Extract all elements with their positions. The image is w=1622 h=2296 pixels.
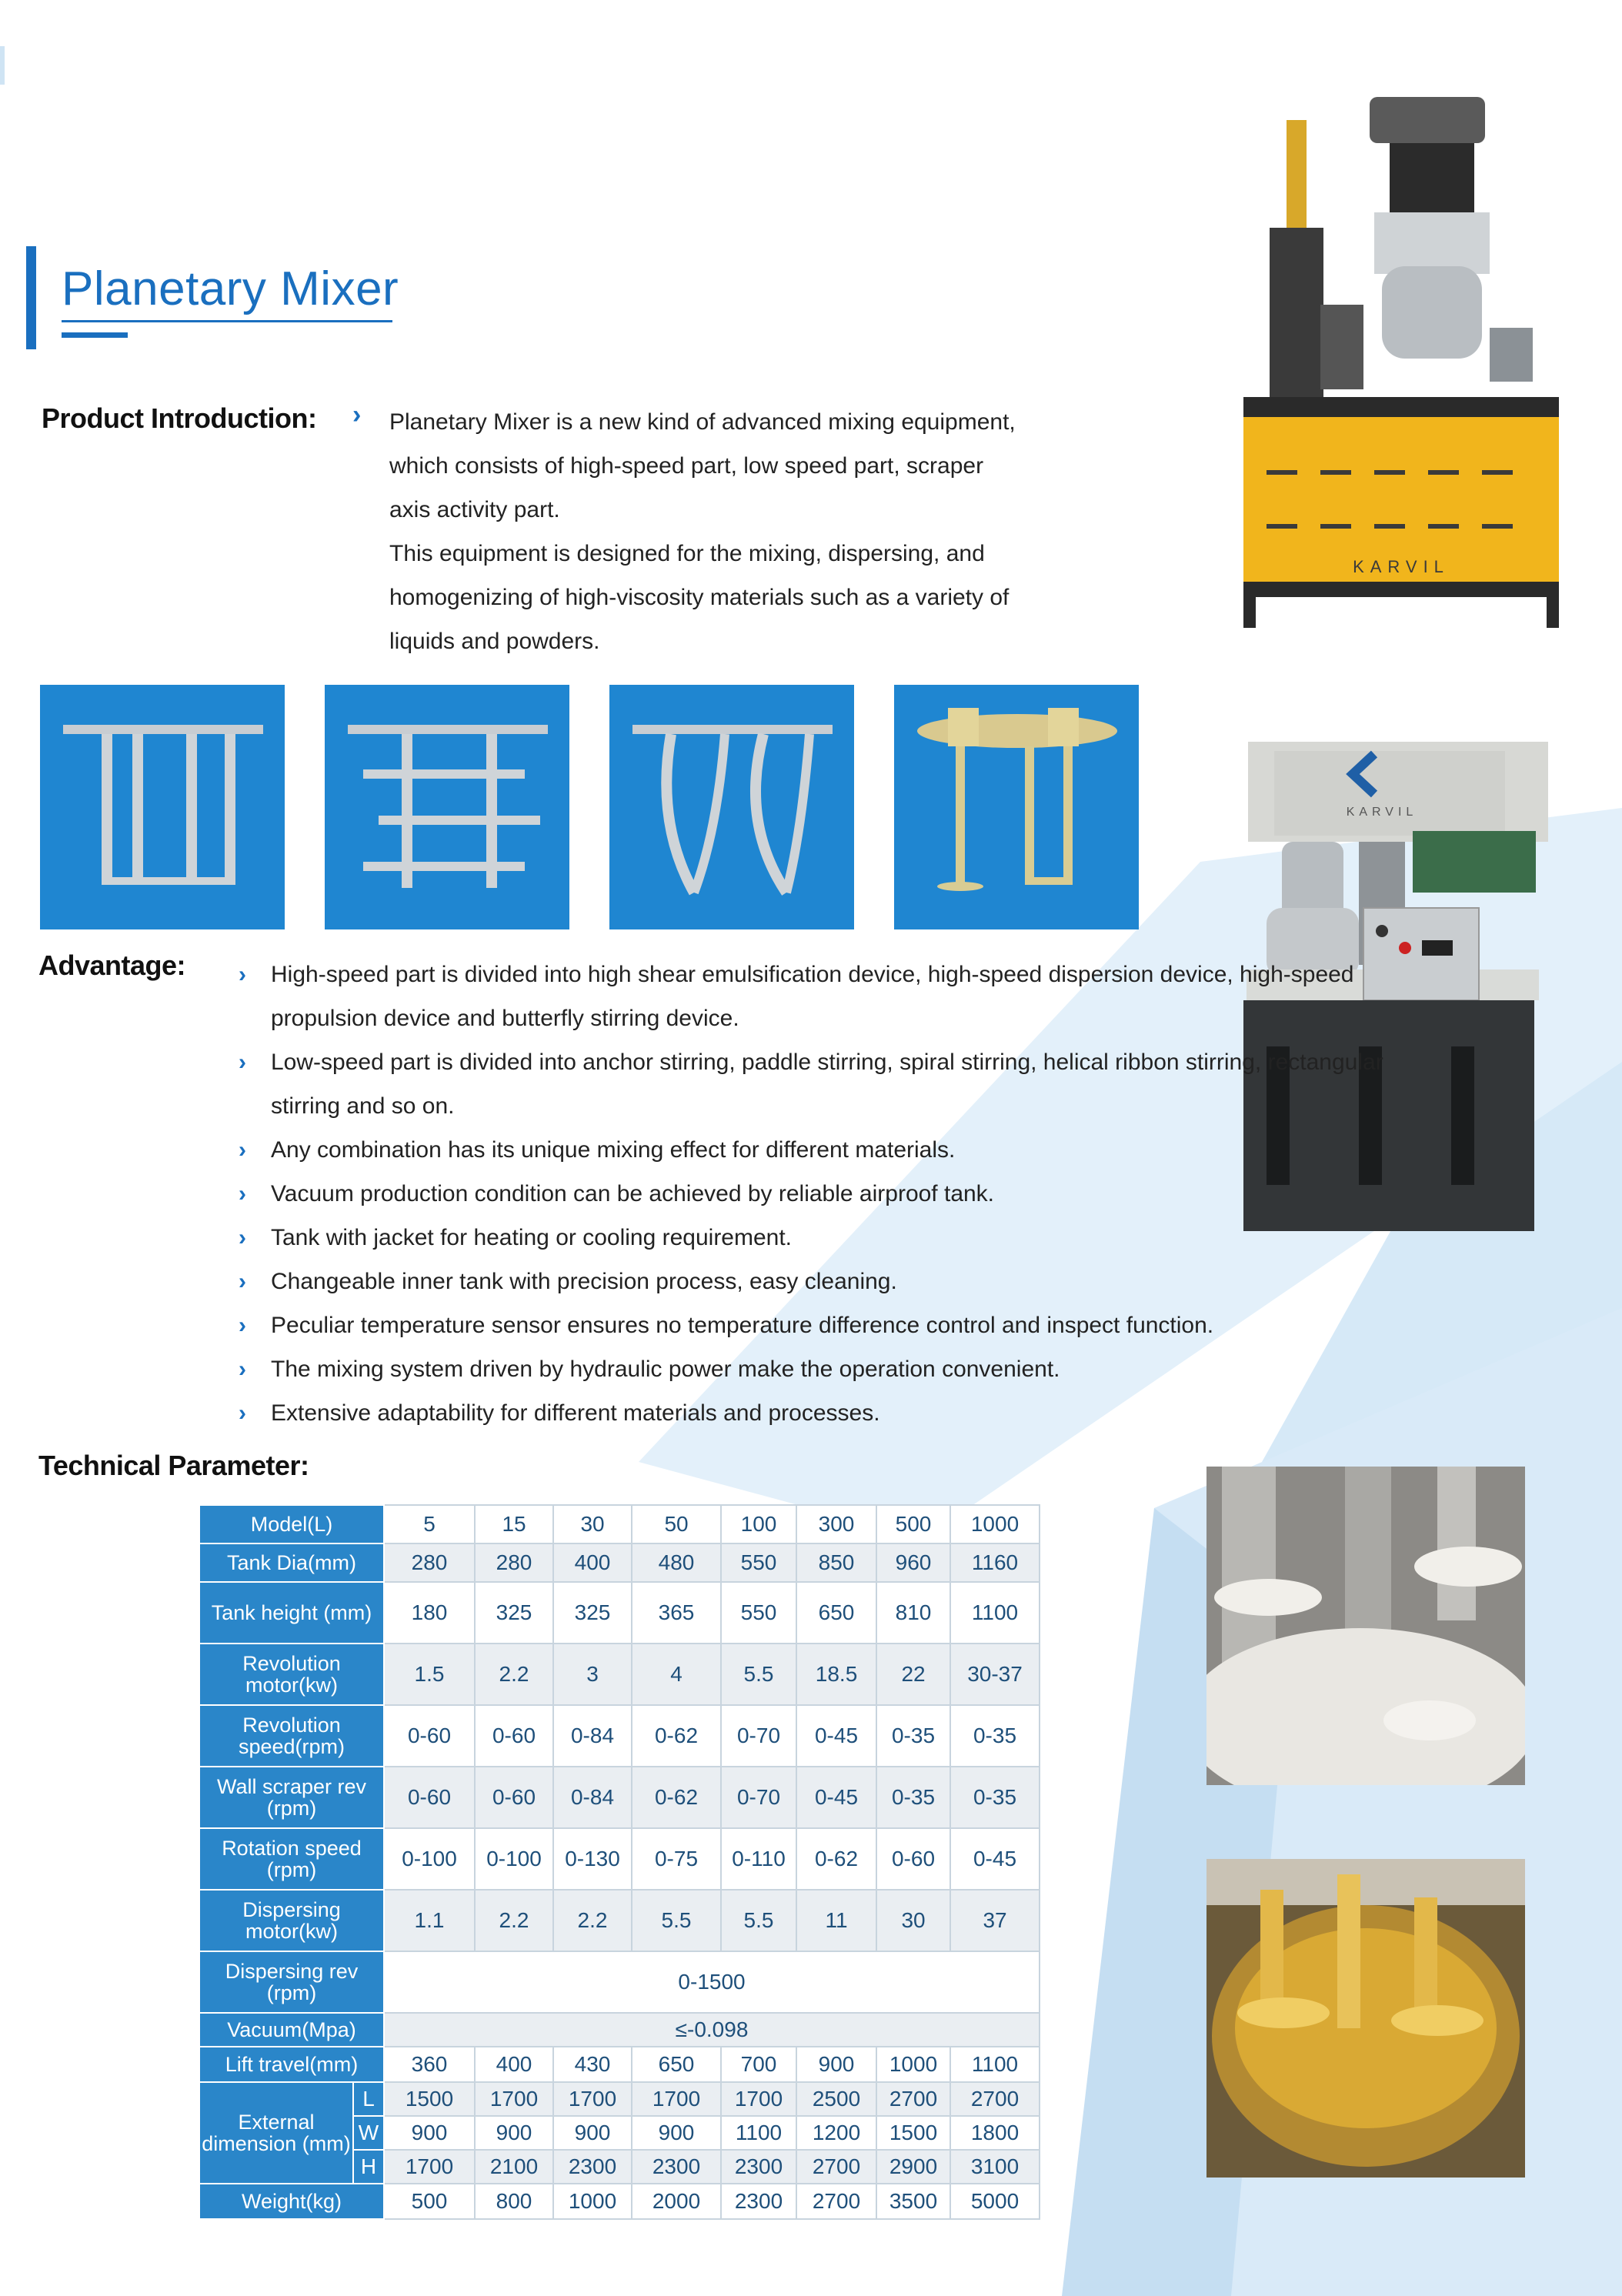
table-cell: 0-110 — [721, 1828, 796, 1890]
row-header: Weight(kg) — [199, 2184, 384, 2219]
intro-line: This equipment is designed for the mixing, dispersing, and — [389, 541, 985, 566]
table-cell: 0-62 — [632, 1767, 721, 1828]
chevron-right-icon: › — [239, 1137, 246, 1163]
row-header: External dimension (mm) — [199, 2082, 353, 2184]
table-cell: 0-62 — [796, 1828, 876, 1890]
table-cell: 0-70 — [721, 1767, 796, 1828]
table-cell: 900 — [384, 2116, 475, 2150]
table-cell: 365 — [632, 1582, 721, 1644]
table-cell: 1700 — [632, 2082, 721, 2116]
title-underline-thick — [62, 332, 128, 338]
table-cell: 300 — [796, 1505, 876, 1543]
list-item — [239, 1040, 1393, 1128]
intro-line: axis activity part. — [389, 497, 560, 522]
row-header: Rotation speed (rpm) — [199, 1828, 384, 1890]
table-cell: 0-35 — [876, 1705, 950, 1767]
row-header: Vacuum(Mpa) — [199, 2013, 384, 2047]
table-cell: 1700 — [475, 2082, 553, 2116]
gold-paste-mixing-photo — [1206, 1859, 1525, 2178]
table-row — [199, 1543, 1040, 1582]
intro-arrow-icon: › — [352, 400, 362, 429]
table-cell: 50 — [632, 1505, 721, 1543]
advantage-text: Peculiar temperature sensor ensures no temperature difference control and inspect function. — [271, 1313, 1214, 1338]
list-item — [239, 1260, 1393, 1303]
spiral-agitator-photo — [609, 685, 854, 929]
intro-line: which consists of high-speed part, low speed part, scraper — [389, 453, 984, 479]
table-cell: ≤-0.098 — [384, 2013, 1040, 2047]
table-cell: 850 — [796, 1543, 876, 1582]
table-cell: 5.5 — [721, 1890, 796, 1951]
table-cell: 0-84 — [553, 1705, 632, 1767]
table-cell: 0-35 — [950, 1705, 1040, 1767]
row-header: Tank Dia(mm) — [199, 1543, 384, 1582]
table-row — [199, 1828, 1040, 1890]
table-cell: 650 — [796, 1582, 876, 1644]
table-cell: 1500 — [876, 2116, 950, 2150]
table-row — [199, 1644, 1040, 1705]
table-cell: 0-130 — [553, 1828, 632, 1890]
table-cell: 2700 — [950, 2082, 1040, 2116]
list-item — [239, 1303, 1393, 1347]
intro-line: homogenizing of high-viscosity materials such as a variety of — [389, 585, 1010, 610]
table-cell: 1000 — [876, 2047, 950, 2082]
table-cell: 1700 — [384, 2150, 475, 2184]
table-cell: 0-75 — [632, 1828, 721, 1890]
table-cell: 2700 — [796, 2184, 876, 2219]
table-row — [199, 1705, 1040, 1767]
table-cell: 0-1500 — [384, 1951, 1040, 2013]
table-cell: 30 — [876, 1890, 950, 1951]
table-row — [199, 1951, 1040, 2013]
table-cell: 22 — [876, 1644, 950, 1705]
table-cell: 3100 — [950, 2150, 1040, 2184]
advantage-text: The mixing system driven by hydraulic power make the operation convenient. — [271, 1357, 1060, 1382]
table-cell: 2900 — [876, 2150, 950, 2184]
list-item — [239, 953, 1393, 1040]
advantage-list — [239, 953, 1393, 1435]
table-cell: 30-37 — [950, 1644, 1040, 1705]
table-cell: 1700 — [553, 2082, 632, 2116]
list-item — [239, 1216, 1393, 1260]
table-cell: 0-45 — [796, 1767, 876, 1828]
row-header: Revolution speed(rpm) — [199, 1705, 384, 1767]
intro-line: liquids and powders. — [389, 629, 600, 654]
row-header: Dispersing rev (rpm) — [199, 1951, 384, 2013]
table-cell: 1100 — [950, 1582, 1040, 1644]
brand-label: KARVIL — [1353, 557, 1450, 576]
row-header: Revolution motor(kw) — [199, 1644, 384, 1705]
table-cell: 700 — [721, 2047, 796, 2082]
table-cell: 900 — [475, 2116, 553, 2150]
chevron-right-icon: › — [239, 1225, 246, 1250]
table-cell: 400 — [475, 2047, 553, 2082]
dimension-key: H — [353, 2150, 384, 2184]
advantage-text: Tank with jacket for heating or cooling requirement. — [271, 1225, 793, 1250]
table-cell: 0-60 — [384, 1705, 475, 1767]
table-cell: 2500 — [796, 2082, 876, 2116]
table-cell: 1.5 — [384, 1644, 475, 1705]
table-cell: 0-60 — [475, 1705, 553, 1767]
table-cell: 1000 — [553, 2184, 632, 2219]
table-cell: 800 — [475, 2184, 553, 2219]
table-cell: 810 — [876, 1582, 950, 1644]
anchor-agitator-photo — [40, 685, 285, 929]
table-cell: 0-84 — [553, 1767, 632, 1828]
table-cell: 900 — [553, 2116, 632, 2150]
table-cell: 0-70 — [721, 1705, 796, 1767]
brand-label-small: KARVIL — [1346, 806, 1418, 819]
advantage-text: Vacuum production condition can be achieved by reliable airproof tank. — [271, 1181, 995, 1206]
table-cell: 400 — [553, 1543, 632, 1582]
table-cell: 5 — [384, 1505, 475, 1543]
row-header: Dispersing motor(kw) — [199, 1890, 384, 1951]
table-row — [199, 1582, 1040, 1644]
table-cell: 1700 — [721, 2082, 796, 2116]
table-cell: 0-100 — [475, 1828, 553, 1890]
advantage-text: Any combination has its unique mixing effect for different materials. — [271, 1137, 956, 1163]
table-cell: 2700 — [796, 2150, 876, 2184]
tech-parameter-label: Technical Parameter: — [38, 1450, 309, 1481]
table-cell: 1800 — [950, 2116, 1040, 2150]
table-cell: 3500 — [876, 2184, 950, 2219]
table-cell: 0-60 — [475, 1767, 553, 1828]
table-cell: 18.5 — [796, 1644, 876, 1705]
table-cell: 280 — [384, 1543, 475, 1582]
table-cell: 0-35 — [876, 1767, 950, 1828]
chevron-right-icon: › — [239, 1313, 246, 1338]
table-row — [199, 2013, 1040, 2047]
chevron-right-icon: › — [239, 1400, 246, 1426]
dimension-key: L — [353, 2082, 384, 2116]
table-cell: 500 — [384, 2184, 475, 2219]
table-cell: 480 — [632, 1543, 721, 1582]
planetary-mixer-photo-large — [1220, 74, 1574, 634]
dispersing-agitator-photo — [894, 685, 1139, 929]
intro-label: Product Introduction: — [42, 402, 317, 434]
table-row — [199, 1767, 1040, 1828]
table-cell: 2300 — [721, 2184, 796, 2219]
table-cell: 900 — [632, 2116, 721, 2150]
advantage-label: Advantage: — [38, 949, 186, 981]
chevron-right-icon: › — [239, 1269, 246, 1294]
intro-text — [389, 400, 1097, 663]
table-cell: 2.2 — [475, 1644, 553, 1705]
list-item — [239, 1347, 1393, 1391]
white-paste-mixing-photo — [1206, 1467, 1525, 1785]
table-cell: 4 — [632, 1644, 721, 1705]
title-accent-bar — [26, 246, 36, 349]
advantage-text: Extensive adaptability for different materials and processes. — [271, 1400, 880, 1426]
table-cell: 500 — [876, 1505, 950, 1543]
table-cell: 0-60 — [384, 1767, 475, 1828]
table-cell: 1200 — [796, 2116, 876, 2150]
table-cell: 11 — [796, 1890, 876, 1951]
list-item — [239, 1391, 1393, 1435]
table-cell: 5.5 — [632, 1890, 721, 1951]
table-cell: 1500 — [384, 2082, 475, 2116]
table-cell: 5.5 — [721, 1644, 796, 1705]
table-cell: 1160 — [950, 1543, 1040, 1582]
table-row — [199, 2047, 1040, 2082]
row-header: Lift travel(mm) — [199, 2047, 384, 2082]
table-cell: 2000 — [632, 2184, 721, 2219]
table-cell: 2.2 — [553, 1890, 632, 1951]
table-cell: 2700 — [876, 2082, 950, 2116]
table-cell: 2.2 — [475, 1890, 553, 1951]
table-cell: 100 — [721, 1505, 796, 1543]
table-cell: 37 — [950, 1890, 1040, 1951]
table-cell: 2100 — [475, 2150, 553, 2184]
table-cell: 325 — [553, 1582, 632, 1644]
table-cell: 360 — [384, 2047, 475, 2082]
table-cell: 650 — [632, 2047, 721, 2082]
table-cell: 0-60 — [876, 1828, 950, 1890]
table-cell: 900 — [796, 2047, 876, 2082]
table-cell: 2300 — [632, 2150, 721, 2184]
table-row — [199, 2082, 1040, 2116]
table-cell: 550 — [721, 1582, 796, 1644]
table-cell: 430 — [553, 2047, 632, 2082]
table-cell: 0-45 — [796, 1705, 876, 1767]
page-title: Planetary Mixer — [62, 262, 399, 315]
table-cell: 280 — [475, 1543, 553, 1582]
table-cell: 1100 — [721, 2116, 796, 2150]
table-cell: 1100 — [950, 2047, 1040, 2082]
title-underline — [62, 320, 392, 322]
advantage-text: High-speed part is divided into high shear emulsification device, high-speed dispersion device, high-speed propulsion device and butterfly stirring device. — [271, 962, 1354, 1031]
paddle-agitator-photo — [325, 685, 569, 929]
table-cell: 1000 — [950, 1505, 1040, 1543]
advantage-text: Low-speed part is divided into anchor stirring, paddle stirring, spiral stirring, helical ribbon stirring, rectangular stirring and so on. — [271, 1050, 1383, 1119]
list-item — [239, 1128, 1393, 1172]
list-item — [239, 1172, 1393, 1216]
table-cell: 2300 — [721, 2150, 796, 2184]
table-cell: 3 — [553, 1644, 632, 1705]
table-cell: 960 — [876, 1543, 950, 1582]
table-cell: 550 — [721, 1543, 796, 1582]
row-header: Wall scraper rev (rpm) — [199, 1767, 384, 1828]
table-cell: 0-62 — [632, 1705, 721, 1767]
chevron-right-icon: › — [239, 1050, 246, 1075]
table-cell: 0-35 — [950, 1767, 1040, 1828]
intro-line: Planetary Mixer is a new kind of advanced mixing equipment, — [389, 409, 1016, 435]
table-cell: 325 — [475, 1582, 553, 1644]
chevron-right-icon: › — [239, 1357, 246, 1382]
table-cell: 180 — [384, 1582, 475, 1644]
table-row — [199, 1505, 1040, 1543]
chevron-right-icon: › — [239, 1181, 246, 1206]
table-cell: 1.1 — [384, 1890, 475, 1951]
table-row — [199, 1890, 1040, 1951]
chevron-right-icon: › — [239, 962, 246, 987]
table-row — [199, 2184, 1040, 2219]
table-cell: 0-45 — [950, 1828, 1040, 1890]
table-cell: 15 — [475, 1505, 553, 1543]
table-cell: 0-100 — [384, 1828, 475, 1890]
technical-parameter-table — [199, 1504, 1040, 2220]
table-cell: 5000 — [950, 2184, 1040, 2219]
table-cell: 30 — [553, 1505, 632, 1543]
advantage-text: Changeable inner tank with precision process, easy cleaning. — [271, 1269, 897, 1294]
row-header: Tank height (mm) — [199, 1582, 384, 1644]
row-header: Model(L) — [199, 1505, 384, 1543]
table-cell: 2300 — [553, 2150, 632, 2184]
dimension-key: W — [353, 2116, 384, 2150]
